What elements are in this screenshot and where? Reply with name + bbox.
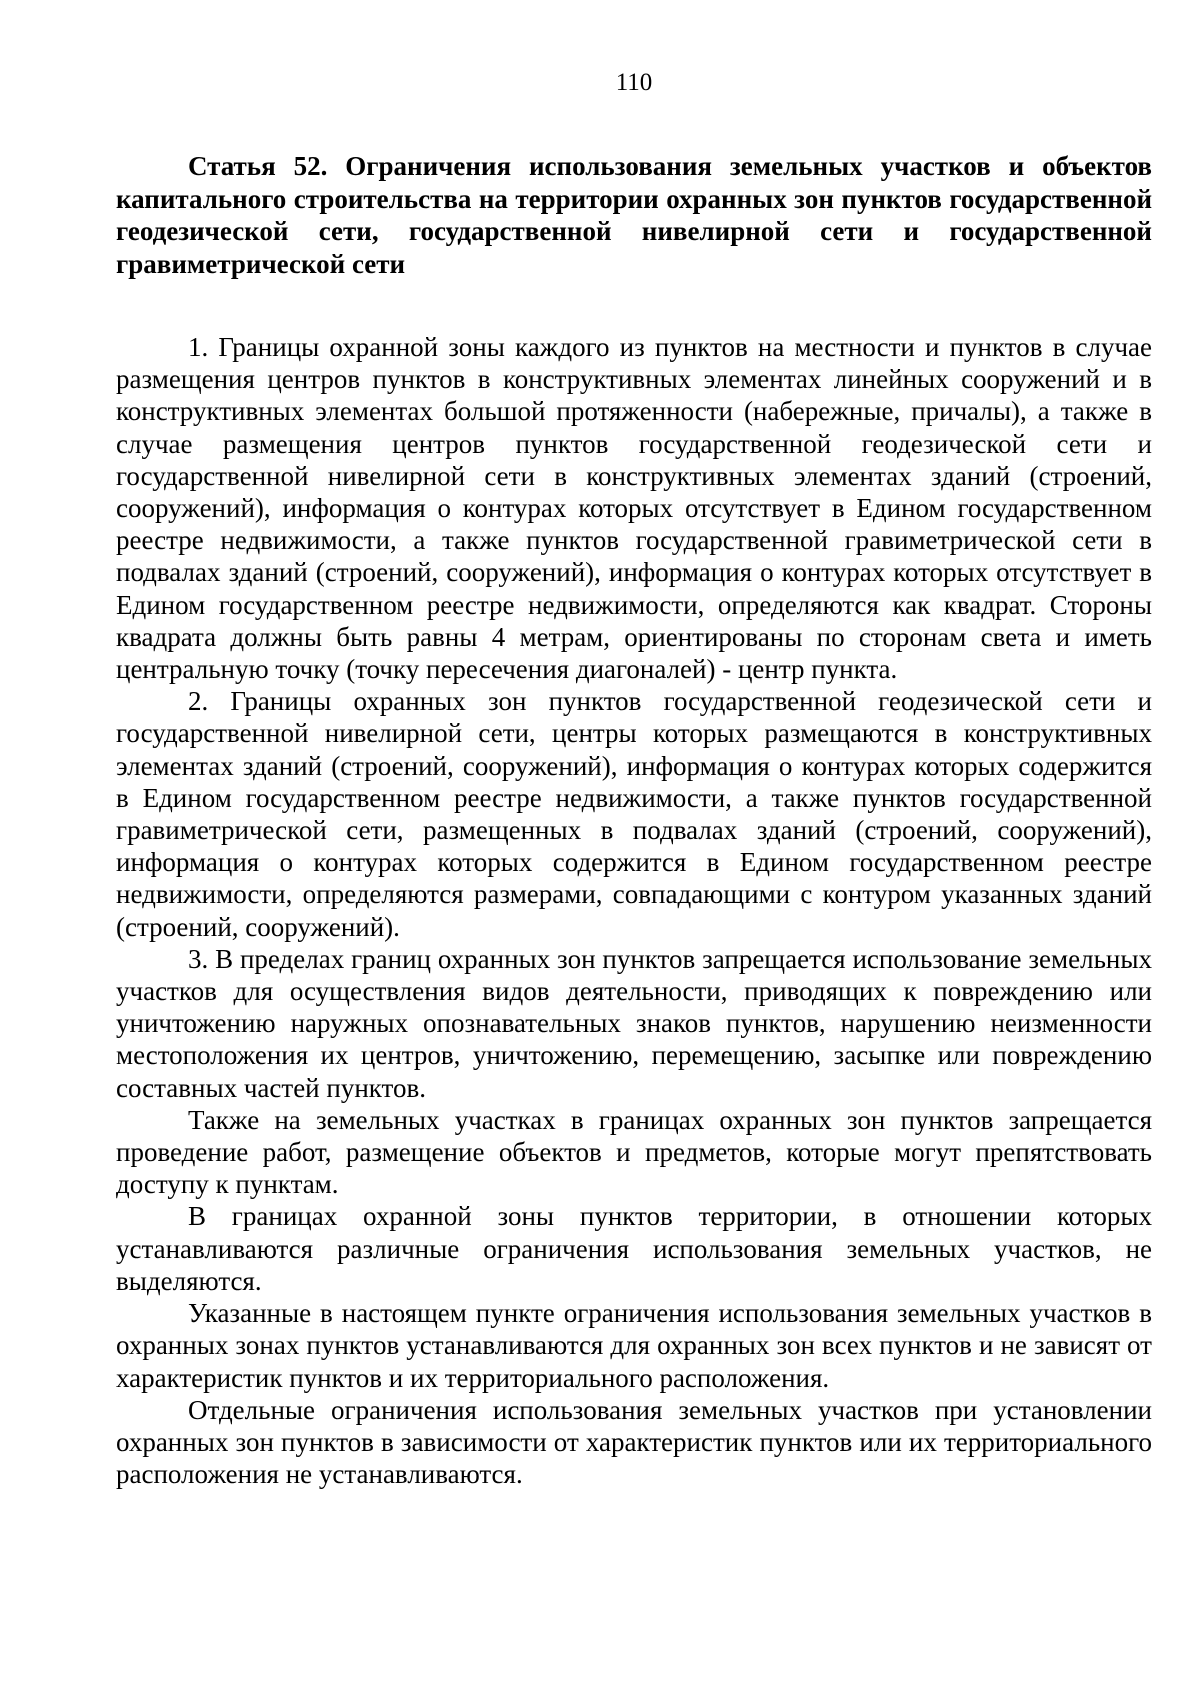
paragraph-clause-3: 3. В пределах границ охранных зон пунктов запрещается использование земельных участков для осуществления видов деятельности, приводящих к повреждению или уничтожению наружных опознавательных знаков пунктов, нарушению неизменности местоположения их центров, уничтожению, перемещению, засыпке или повреждению составных частей пунктов. [116,943,1152,1103]
paragraph-clause-1: 1. Границы охранной зоны каждого из пунктов на местности и пунктов в случае размещения центров пунктов в конструктивных элементах линейных сооружений и в конструктивных элементах большой протяженности (набережные, причалы), а также в случае размещения центров пунктов государственной геодезической сети и государственной нивелирной сети в конструктивных элементах зданий (строений, сооружений), информация о контурах которых отсутствует в Едином государственном реестре недвижимости, а также пунктов государственной гравиметрической сети в подвалах зданий (строений, сооружений), информация о контурах которых отсутствует в Едином государственном реестре недвижимости, определяются как квадрат. Стороны квадрата должны быть равны 4 метрам, ориентированы по сторонам света и иметь центральную точку (точку пересечения диагоналей) - центр пункта. [116,332,1152,685]
page-number: 110 [615,69,653,96]
paragraph-clause-3-applicability: Указанные в настоящем пункте ограничения использования земельных участков в охранных зонах пунктов устанавливаются для охранных зон всех пунктов и не зависят от характеристик пунктов и их территориального расположения. [116,1298,1152,1393]
paragraph-clause-3-prohibited-works: Также на земельных участках в границах охранных зон пунктов запрещается проведение работ, размещение объектов и предметов, которые могут препятствовать доступу к пунктам. [116,1104,1152,1200]
document-content [116,150,1152,1490]
paragraph-clause-3-separate-restrictions: Отдельные ограничения использования земельных участков при установлении охранных зон пунктов в зависимости от характеристик пунктов или их территориального расположения не устанавливаются. [116,1394,1152,1490]
paragraph-clause-2: 2. Границы охранных зон пунктов государственной геодезической сети и государственной нивелирной сети, центры которых размещаются в конструктивных элементах зданий (строений, сооружений), информация о контурах которых содержится в Едином государственном реестре недвижимости, а также пунктов государственной гравиметрической сети, размещенных в подвалах зданий (строений, сооружений), информация о контурах которых содержится в Едином государственном реестре недвижимости, определяются размерами, совпадающими с контуром указанных зданий (строений, сооружений). [116,686,1152,942]
article-title: Статья 52. Ограничения использования земельных участков и объектов капитального строительства на территории охранных зон пунктов государственной геодезической сети, государственной нивелирной сети и государственной гравиметрической сети [116,151,1152,279]
paragraph-clause-3-territories: В границах охранной зоны пунктов территории, в отношении которых устанавливаются различные ограничения использования земельных участков, не выделяются. [116,1201,1152,1296]
article-body [116,331,1152,1490]
